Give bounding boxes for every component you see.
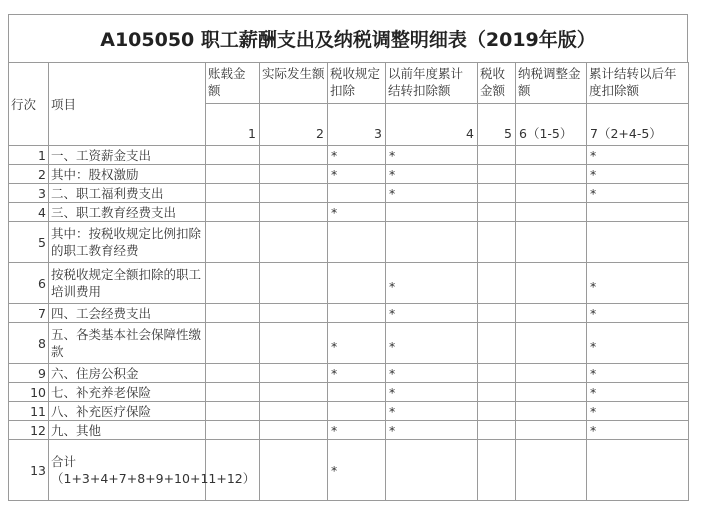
header-col-label: 以前年度累计结转扣除额	[386, 63, 478, 104]
value-cell[interactable]	[328, 222, 386, 263]
value-cell[interactable]: *	[328, 440, 386, 501]
value-cell[interactable]: *	[587, 184, 689, 203]
value-cell[interactable]: *	[328, 364, 386, 383]
row-item: 二、职工福利费支出	[49, 184, 206, 203]
value-cell[interactable]: *	[386, 304, 478, 323]
header-col-label: 税收金额	[478, 63, 516, 104]
header-col-index: 6（1-5）	[516, 104, 587, 146]
table-row	[9, 165, 689, 184]
value-cell[interactable]: *	[386, 421, 478, 440]
header-col-label: 税收规定扣除	[328, 63, 386, 104]
header-col-label: 账载金额	[206, 63, 260, 104]
value-cell[interactable]: *	[587, 165, 689, 184]
salary-tax-table	[8, 62, 689, 501]
value-cell[interactable]	[206, 165, 260, 184]
table-row	[9, 304, 689, 323]
row-number: 11	[9, 402, 49, 421]
value-cell[interactable]	[260, 440, 328, 501]
value-cell[interactable]	[516, 203, 587, 222]
value-cell[interactable]	[206, 263, 260, 304]
value-cell[interactable]	[516, 421, 587, 440]
header-item: 项目	[49, 63, 206, 146]
table-row	[9, 402, 689, 421]
row-number: 7	[9, 304, 49, 323]
value-cell[interactable]: *	[386, 263, 478, 304]
value-cell[interactable]: *	[587, 304, 689, 323]
header-col-index: 4	[386, 104, 478, 146]
row-number: 13	[9, 440, 49, 501]
row-item: 三、职工教育经费支出	[49, 203, 206, 222]
row-number: 9	[9, 364, 49, 383]
value-cell[interactable]	[206, 364, 260, 383]
form-sheet	[8, 14, 688, 501]
value-cell[interactable]	[260, 165, 328, 184]
table-row	[9, 323, 689, 364]
table-row	[9, 421, 689, 440]
header-row-no: 行次	[9, 63, 49, 146]
row-item: 按税收规定全额扣除的职工培训费用	[49, 263, 206, 304]
value-cell[interactable]: *	[386, 364, 478, 383]
value-cell[interactable]	[516, 323, 587, 364]
value-cell[interactable]	[478, 184, 516, 203]
value-cell[interactable]: *	[328, 323, 386, 364]
value-cell[interactable]	[516, 364, 587, 383]
header-col-index: 3	[328, 104, 386, 146]
value-cell[interactable]	[386, 440, 478, 501]
value-cell[interactable]	[206, 323, 260, 364]
value-cell[interactable]	[516, 304, 587, 323]
table-row	[9, 203, 689, 222]
value-cell[interactable]: *	[386, 146, 478, 165]
table-row	[9, 383, 689, 402]
value-cell[interactable]	[328, 383, 386, 402]
value-cell[interactable]: *	[587, 383, 689, 402]
value-cell[interactable]	[260, 304, 328, 323]
value-cell[interactable]: *	[587, 146, 689, 165]
value-cell[interactable]	[260, 383, 328, 402]
value-cell[interactable]	[260, 203, 328, 222]
row-number: 12	[9, 421, 49, 440]
value-cell[interactable]	[587, 222, 689, 263]
value-cell[interactable]	[478, 323, 516, 364]
value-cell[interactable]	[478, 421, 516, 440]
value-cell[interactable]	[478, 364, 516, 383]
row-item: 五、各类基本社会保障性缴款	[49, 323, 206, 364]
value-cell[interactable]	[206, 184, 260, 203]
value-cell[interactable]	[260, 222, 328, 263]
value-cell[interactable]	[516, 165, 587, 184]
value-cell[interactable]: *	[587, 364, 689, 383]
header-col-index: 1	[206, 104, 260, 146]
row-number: 2	[9, 165, 49, 184]
value-cell[interactable]	[260, 184, 328, 203]
value-cell[interactable]	[516, 222, 587, 263]
value-cell[interactable]	[516, 184, 587, 203]
row-item: 其中：股权激励	[49, 165, 206, 184]
value-cell[interactable]	[478, 222, 516, 263]
value-cell[interactable]	[206, 203, 260, 222]
row-number: 8	[9, 323, 49, 364]
value-cell[interactable]	[206, 440, 260, 501]
value-cell[interactable]	[260, 421, 328, 440]
value-cell[interactable]: *	[587, 263, 689, 304]
value-cell[interactable]	[516, 146, 587, 165]
value-cell[interactable]	[478, 304, 516, 323]
value-cell[interactable]: *	[587, 421, 689, 440]
row-item: 其中：按税收规定比例扣除的职工教育经费	[49, 222, 206, 263]
value-cell[interactable]	[206, 402, 260, 421]
value-cell[interactable]: *	[386, 402, 478, 421]
header-col-label: 累计结转以后年度扣除额	[587, 63, 689, 104]
value-cell[interactable]	[260, 364, 328, 383]
value-cell[interactable]	[516, 440, 587, 501]
value-cell[interactable]	[478, 203, 516, 222]
value-cell[interactable]	[206, 222, 260, 263]
value-cell[interactable]	[386, 203, 478, 222]
value-cell[interactable]	[260, 402, 328, 421]
value-cell[interactable]: *	[587, 402, 689, 421]
value-cell[interactable]	[478, 146, 516, 165]
value-cell[interactable]	[260, 263, 328, 304]
value-cell[interactable]	[516, 383, 587, 402]
value-cell[interactable]: *	[386, 383, 478, 402]
row-number: 5	[9, 222, 49, 263]
value-cell[interactable]: *	[328, 146, 386, 165]
value-cell[interactable]	[328, 184, 386, 203]
value-cell[interactable]	[478, 402, 516, 421]
value-cell[interactable]	[206, 304, 260, 323]
value-cell[interactable]	[386, 222, 478, 263]
header-col-index: 7（2+4-5）	[587, 104, 689, 146]
header-col-label: 实际发生额	[260, 63, 328, 104]
row-number: 4	[9, 203, 49, 222]
table-row	[9, 440, 689, 501]
form-title: A105050 职工薪酬支出及纳税调整明细表（2019年版）	[8, 14, 688, 62]
table-row	[9, 184, 689, 203]
header-col-index: 2	[260, 104, 328, 146]
header-col-index: 5	[478, 104, 516, 146]
row-number: 3	[9, 184, 49, 203]
header-row	[9, 63, 689, 104]
row-item: 四、工会经费支出	[49, 304, 206, 323]
value-cell[interactable]	[328, 304, 386, 323]
row-number: 1	[9, 146, 49, 165]
value-cell[interactable]: *	[328, 165, 386, 184]
table-row	[9, 364, 689, 383]
row-item: 六、住房公积金	[49, 364, 206, 383]
row-item: 九、其他	[49, 421, 206, 440]
value-cell[interactable]	[516, 263, 587, 304]
value-cell[interactable]: *	[328, 203, 386, 222]
row-number: 6	[9, 263, 49, 304]
value-cell[interactable]: *	[386, 184, 478, 203]
value-cell[interactable]	[587, 203, 689, 222]
value-cell[interactable]	[516, 402, 587, 421]
value-cell[interactable]	[478, 165, 516, 184]
value-cell[interactable]: *	[386, 165, 478, 184]
table-row	[9, 263, 689, 304]
row-number: 10	[9, 383, 49, 402]
value-cell[interactable]	[587, 440, 689, 501]
value-cell[interactable]	[328, 402, 386, 421]
value-cell[interactable]	[478, 263, 516, 304]
row-item: 八、补充医疗保险	[49, 402, 206, 421]
row-item: 七、补充养老保险	[49, 383, 206, 402]
value-cell[interactable]: *	[328, 421, 386, 440]
table-body	[9, 146, 689, 501]
value-cell[interactable]	[328, 263, 386, 304]
table-row	[9, 146, 689, 165]
value-cell[interactable]	[478, 440, 516, 501]
value-cell[interactable]	[206, 421, 260, 440]
value-cell[interactable]	[260, 146, 328, 165]
value-cell[interactable]: *	[587, 323, 689, 364]
value-cell[interactable]	[206, 383, 260, 402]
header-col-label: 纳税调整金额	[516, 63, 587, 104]
value-cell[interactable]: *	[386, 323, 478, 364]
value-cell[interactable]	[206, 146, 260, 165]
table-row	[9, 222, 689, 263]
value-cell[interactable]	[478, 383, 516, 402]
row-item: 合计（1+3+4+7+8+9+10+11+12）	[49, 440, 206, 501]
value-cell[interactable]	[260, 323, 328, 364]
row-item: 一、工资薪金支出	[49, 146, 206, 165]
